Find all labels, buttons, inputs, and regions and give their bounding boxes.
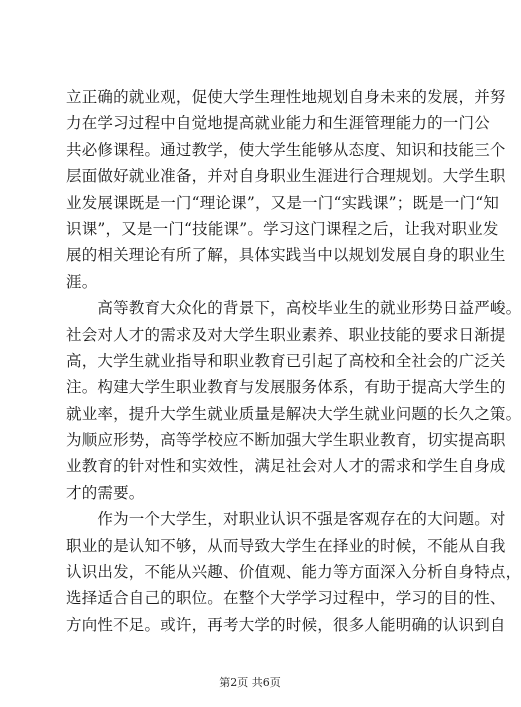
text-line: 就业率，提升大学生就业质量是解决大学生就业问题的长久之策。 [66, 404, 521, 423]
text-line: 社会对人才的需求及对大学生职业素养、职业技能的要求日渐提 [66, 325, 506, 344]
page-footer: 第2页 共6页 [219, 676, 281, 689]
body-text [66, 84, 521, 638]
text-line: 方向性不足。或许，再考大学的时候，很多人能明确的认识到自 [66, 615, 506, 634]
text-line: 高，大学生就业指导和职业教育已引起了高校和全社会的广泛关 [66, 351, 506, 370]
text-line: 注。构建大学生职业教育与发展服务体系，有助于提高大学生的 [66, 378, 506, 397]
text-line: 为顺应形势，高等学校应不断加强大学生职业教育，切实提高职 [66, 431, 506, 450]
text-line: 涯。 [66, 272, 98, 291]
text-line: 才的需要。 [66, 483, 145, 502]
text-line: 作为一个大学生，对职业认识不强是客观存在的大问题。对 [66, 510, 506, 529]
text-line: 认识出发，不能从兴趣、价值观、能力等方面深入分析自身特点， [66, 563, 521, 582]
text-line: 共必修课程。通过教学，使大学生能够从态度、知识和技能三个 [66, 140, 506, 159]
text-line: 业发展课既是一门“理论课”，又是一门“实践课”；既是一门“知 [66, 193, 500, 212]
text-line: 力在学习过程中自觉地提高就业能力和生涯管理能力的一门公 [66, 114, 490, 133]
text-line: 展的相关理论有所了解，具体实践当中以规划发展自身的职业生 [66, 246, 506, 265]
text-line: 业教育的针对性和实效性，满足社会对人才的需求和学生自身成 [66, 457, 506, 476]
text-line: 选择适合自己的职位。在整个大学学习过程中，学习的目的性、 [66, 589, 506, 608]
text-line: 高等教育大众化的背景下，高校毕业生的就业形势日益严峻。 [66, 299, 521, 318]
text-line: 识课”，又是一门“技能课”。学习这门课程之后，让我对职业发 [66, 219, 499, 238]
text-line: 立正确的就业观，促使大学生理性地规划自身未来的发展，并努 [66, 88, 506, 106]
text-line: 层面做好就业准备，并对自身职业生涯进行合理规划。大学生职 [66, 167, 506, 186]
text-line: 职业的是认知不够，从而导致大学生在择业的时候，不能从自我 [66, 536, 506, 555]
